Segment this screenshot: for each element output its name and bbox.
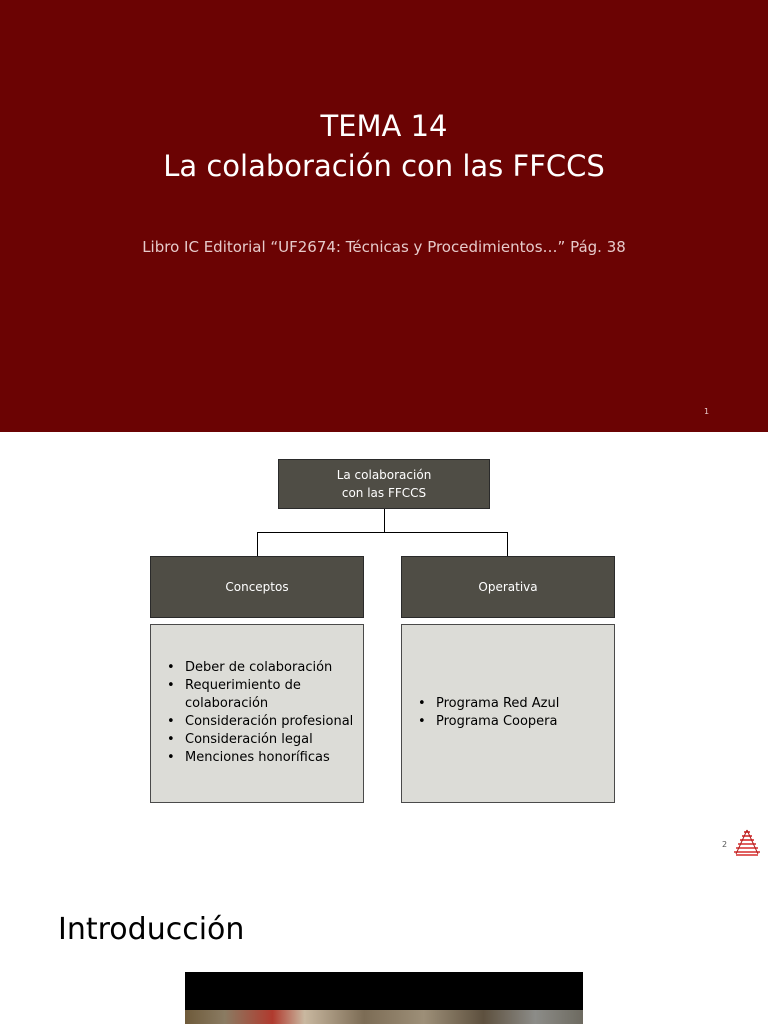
section-title: Introducción bbox=[58, 912, 245, 947]
list-item: • Consideración profesional bbox=[185, 713, 363, 731]
video-thumbnail[interactable] bbox=[185, 972, 583, 1024]
list-item: • Deber de colaboración bbox=[185, 659, 363, 677]
connector-horizontal bbox=[257, 532, 508, 533]
page-number: 1 bbox=[704, 407, 710, 416]
page-number: 2 bbox=[722, 840, 728, 849]
root-node bbox=[278, 459, 490, 509]
connector-vertical-root bbox=[384, 509, 385, 533]
conceptos-list-box bbox=[150, 624, 364, 803]
slide-diagram bbox=[0, 432, 768, 864]
operativa-list bbox=[402, 695, 614, 731]
video-frame-strip bbox=[185, 1010, 583, 1024]
slide-introduccion bbox=[0, 864, 768, 1024]
list-item: • Requerimiento de colaboración bbox=[185, 677, 363, 713]
list-item: • Menciones honoríficas bbox=[185, 749, 363, 767]
operativa-list-box bbox=[401, 624, 615, 803]
conceptos-list bbox=[151, 659, 363, 767]
slide-title bbox=[0, 0, 768, 432]
title-line-1: TEMA 14 bbox=[320, 109, 448, 143]
branch-node-conceptos bbox=[150, 556, 364, 618]
list-item: • Programa Red Azul bbox=[436, 695, 614, 713]
root-node-line-1: La colaboración bbox=[336, 468, 432, 482]
list-item: • Programa Coopera bbox=[436, 713, 614, 731]
root-node-line-2: con las FFCCS bbox=[341, 486, 427, 500]
list-item: • Consideración legal bbox=[185, 731, 363, 749]
connector-vertical-left bbox=[257, 532, 258, 556]
branch-label: Operativa bbox=[478, 580, 538, 594]
title-line-2: La colaboración con las FFCCS bbox=[163, 149, 605, 183]
slide-title-heading bbox=[0, 106, 768, 186]
connector-vertical-right bbox=[507, 532, 508, 556]
logo-icon bbox=[732, 828, 762, 858]
branch-node-operativa bbox=[401, 556, 615, 618]
slide-subtitle: Libro IC Editorial “UF2674: Técnicas y Procedimientos…” Pág. 38 bbox=[142, 238, 626, 256]
branch-label: Conceptos bbox=[225, 580, 289, 594]
